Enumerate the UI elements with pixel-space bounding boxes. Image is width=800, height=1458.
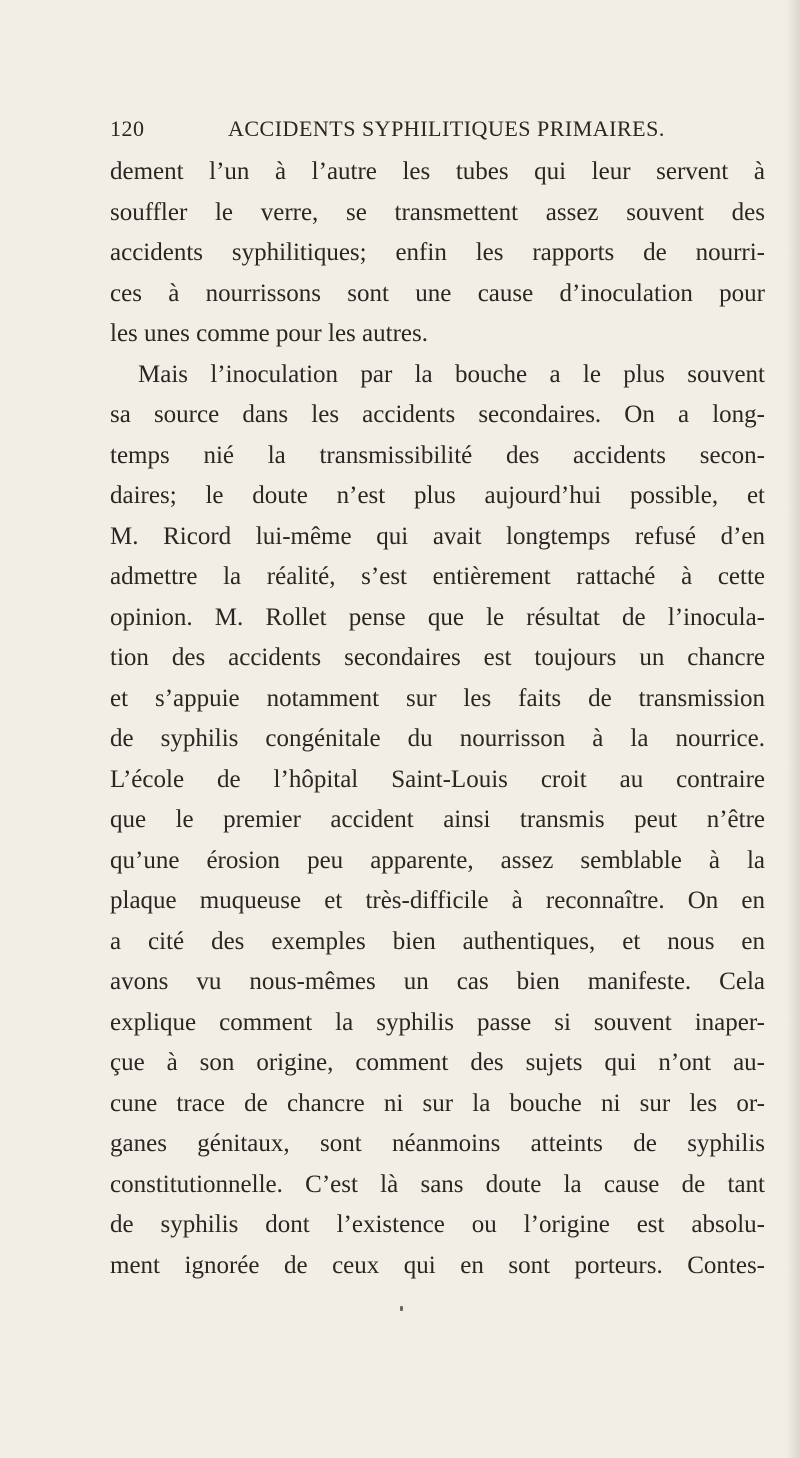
text-line: a cité des exemples bien authentiques, et nous en	[110, 927, 765, 955]
text-line: les unes comme pour les autres.	[110, 320, 428, 347]
text-line: constitutionnelle. C’est là sans doute la cause de tant	[110, 1170, 765, 1198]
text-line: de syphilis congénitale du nourrisson à la nourrice.	[110, 725, 765, 752]
running-title: ACCIDENTS SYPHILITIQUES PRIMAIRES.	[228, 116, 665, 141]
text-line: avons vu nous-mêmes un cas bien manifeste. Cela	[110, 968, 765, 995]
page-number: 120	[110, 116, 145, 141]
text-line: de syphilis dont l’existence ou l’origine est absolu-	[110, 1211, 765, 1238]
text-line: ment ignorée de ceux qui en sont porteurs. Contes-	[110, 1251, 765, 1279]
text-line: qu’une érosion peu apparente, assez semblable à la	[110, 846, 765, 874]
text-line: explique comment la syphilis passe si souvent inaper-	[110, 1008, 765, 1036]
text-line: plaque muqueuse et très-difficile à reconnaître. On en	[110, 887, 765, 914]
running-head	[110, 116, 710, 156]
text-line: admettre la réalité, s’est entièrement rattaché à cette	[110, 563, 765, 590]
text-line: souffler le verre, se transmettent assez souvent des	[110, 198, 765, 226]
text-line: que le premier accident ainsi transmis peut n’être	[110, 806, 765, 833]
text-line: temps nié la transmissibilité des accidents secon-	[110, 441, 765, 469]
text-line: daires; le doute n’est plus aujourd’hui possible, et	[110, 482, 765, 509]
text-line: dement l’un à l’autre les tubes qui leur servent à	[110, 158, 765, 185]
text-line: et s’appuie notamment sur les faits de transmission	[110, 684, 765, 712]
text-line: çue à son origine, comment des sujets qui n’ont au-	[110, 1049, 765, 1076]
page-edge-shadow	[786, 0, 800, 1458]
text-line: cune trace de chancre ni sur la bouche ni sur les or-	[110, 1089, 765, 1117]
text-line: ces à nourrissons sont une cause d’inoculation pour	[110, 279, 765, 307]
text-line: tion des accidents secondaires est toujours un chancre	[110, 644, 765, 671]
text-line: Mais l’inoculation par la bouche a le plus souvent	[138, 360, 765, 388]
text-line: ganes génitaux, sont néanmoins atteints de syphilis	[110, 1130, 765, 1157]
text-line: opinion. M. Rollet pense que le résultat de l’inocula-	[110, 603, 765, 631]
text-line: accidents syphilitiques; enfin les rapports de nourri-	[110, 239, 765, 266]
text-body	[110, 152, 765, 1286]
text-line: sa source dans les accidents secondaires. On a long-	[110, 401, 765, 428]
ink-speck	[400, 1306, 403, 1311]
text-line: L’école de l’hôpital Saint-Louis croit au contraire	[110, 765, 765, 793]
text-line: M. Ricord lui-même qui avait longtemps refusé d’en	[110, 522, 765, 550]
